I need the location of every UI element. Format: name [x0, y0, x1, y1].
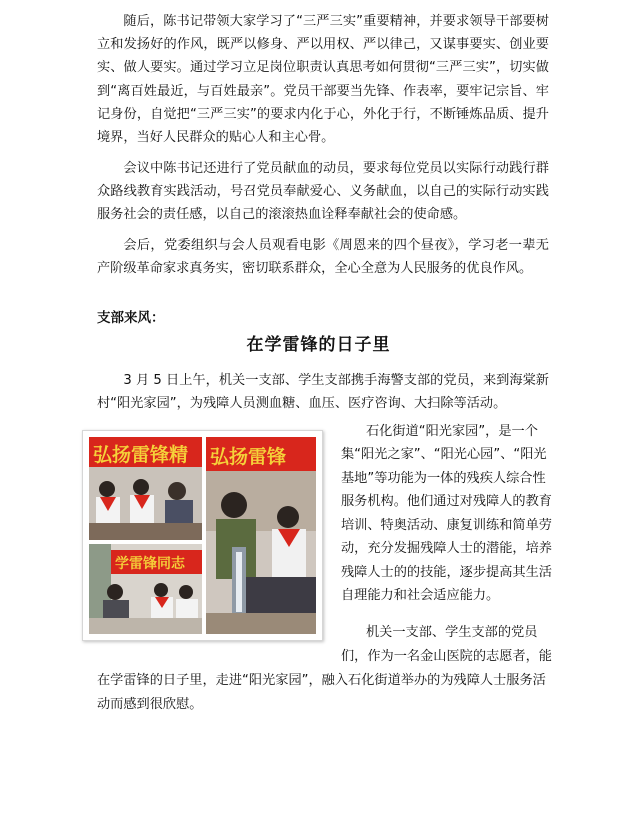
- photo-blood-test: [89, 437, 202, 540]
- side-line: 培训、特奥活动、康复训练和简单劳: [341, 518, 552, 533]
- side-line: 残障人士的的技能，逐步提高其生活: [341, 565, 552, 580]
- side-line: 动，充分发掘残障人士的潜能，培养: [341, 541, 552, 556]
- banner-text-b: 弘扬雷锋: [210, 446, 287, 468]
- paragraph-movie: 会后，党委组织与会人员观看电影《周恩来的四个昼夜》，学习老一辈无产阶级革命家求真务实，密切联系群众，全心全意为人民服务的优良作风。: [97, 238, 549, 277]
- closing-line: 在学雷锋的日子里，走进“阳光家园”，融入石化街道举办的为残障人士服务活: [97, 673, 546, 688]
- paragraph-study: 随后，陈书记带领大家学习了“三严三实”重要精神，并要求领导干部要树立和发扬好的作风，既严以修身、严以用权、严以律己，又谋事要实、创业要实、做人要实。通过学习立足岗位职责认真思考如何贯彻“三严三实”，切实做到“离百姓最近，与百姓最亲”。党员干部要当先锋、作表率，要牢记宗旨、牢记身份，自觉把“三严三实”的要求内化于心，外化于行，不断锤炼品质、提升境界，当好人民群众的贴心人和主心骨。: [97, 14, 549, 146]
- side-line: 集“阳光之家”、“阳光心园”、“阳光: [341, 447, 547, 462]
- closing-line: 动而感到很欣慰。: [97, 697, 203, 712]
- paragraph-blood-donation: 会议中陈书记还进行了党员献血的动员，要求每位党员以实际行动践行群众路线教育实践活动，号召党员奉献爱心、义务献血，以自己的实际行动实践服务社会的责任感，以自己的滚滚热血诠释奉献社会的使命感。: [97, 161, 549, 223]
- side-line: 自理能力和社会适应能力。: [341, 588, 500, 603]
- banner-text-a: 弘扬雷锋精: [93, 444, 189, 466]
- banner-text-c: 学雷锋同志: [115, 556, 185, 572]
- side-line: 基地”等功能为一体的残疾人综合性: [341, 471, 546, 486]
- photo-consultation: [89, 544, 202, 634]
- section-label: 支部来风：: [97, 310, 165, 326]
- article-title: 在学雷锋的日子里: [246, 335, 391, 355]
- photo-collage: [82, 430, 323, 641]
- side-line: 们，作为一名金山医院的志愿者，能: [341, 649, 552, 664]
- side-line: 机关一支部、学生支部的党员: [366, 625, 538, 640]
- photo-blood-pressure: [206, 437, 316, 634]
- side-line: 石化街道“阳光家园”，是一个: [366, 424, 538, 439]
- side-line: 服务机构。他们通过对残障人的教育: [341, 494, 552, 509]
- article-intro: 3 月 5 日上午，机关一支部、学生支部携手海警支部的党员，来到海棠新村“阳光家园”，为残障人员测血糖、血压、医疗咨询、大扫除等活动。: [97, 373, 549, 412]
